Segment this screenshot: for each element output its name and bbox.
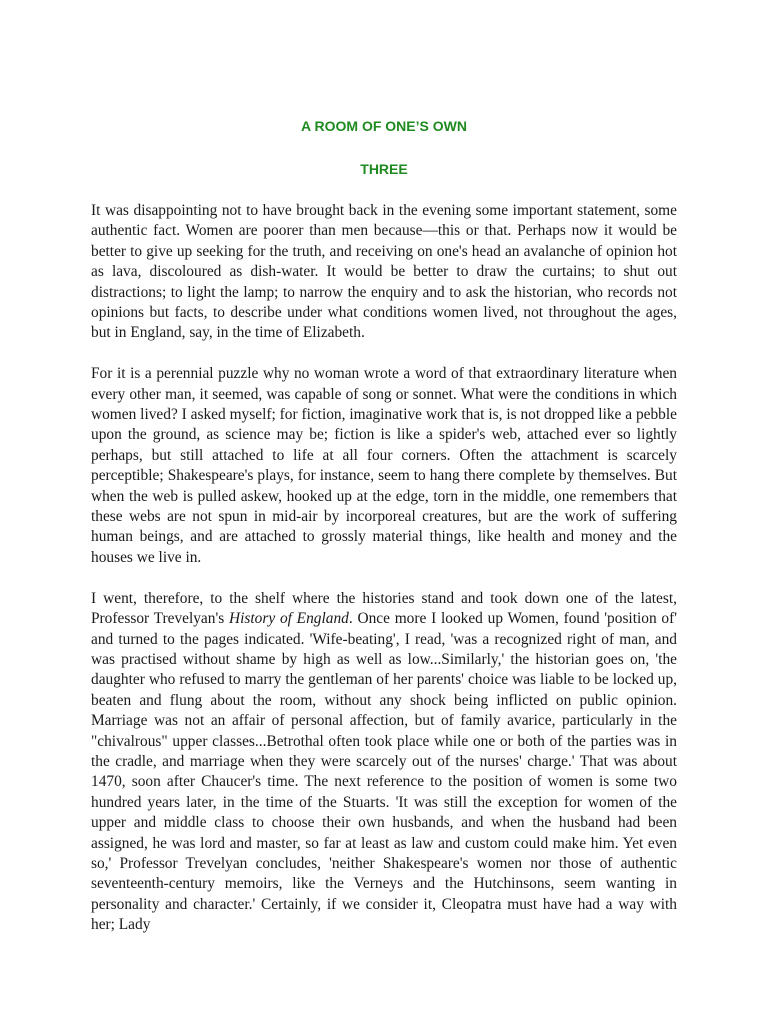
paragraph-2: For it is a perennial puzzle why no woman wrote a word of that extraordinary literature when every other man, it seemed, was capable of song or sonnet. What were the conditions in which women lived? I asked myself; for fiction, imaginative work that is, is not dropped like a pebble upon the ground, as science may be; fiction is like a spider's web, attached ever so lightly perhaps, but still attached to life at all four corners. Often the attachment is scarcely perceptible; Shakespeare's plays, for instance, seem to hang there complete by themselves. But when the web is pulled askew, hooked up at the edge, torn in the middle, one remembers that these webs are not spun in mid-air by incorporeal creatures, but are the work of suffering human beings, and are attached to grossly material things, like health and money and the houses we live in. [91, 365, 677, 566]
paragraph-3-text-start: I went, therefore, to the shelf where the histories stand and took down one of the latest, Professor Trevelyan's [91, 589, 677, 628]
book-title: A ROOM OF ONE’S OWN [301, 118, 467, 134]
body-text [91, 201, 677, 956]
paragraph-3-text-end: . Once more I looked up Women, found 'position of' and turned to the pages indicated. 'Wife-beating', I read, 'was a recognized right of man, and was practised without shame by high as well as low...Similarly,' the historian goes on, 'the daughter who refused to marry the gentleman of her parents' choice was liable to be locked up, beaten and flung about the room, without any shock being inflicted on public opinion. Marriage was not an affair of personal affection, but of family avarice, particularly in the "chivalrous" upper classes...Betrothal often took place while one or both of the parties was in the cradle, and marriage when they were scarcely out of the nurses' charge.' That was about 1470, soon after Chaucer's time. The next reference to the position of women is some two hundred years later, in the time of the Stuarts. 'It was still the exception for women of the upper and middle class to choose their own husbands, and when the husband had been assigned, he was lord and master, so far at least as law and custom could make him. Yet even so,' Professor Trevelyan concludes, 'neither Shakespeare's women nor those of authentic seventeenth-century memoirs, like the Verneys and the Hutchinsons, seem wanting in personality and character.' Certainly, if we consider it, Cleopatra must have had a way with her; Lady [91, 610, 678, 934]
paragraph-3 [91, 589, 677, 936]
book-reference-italic: History of England [229, 610, 349, 628]
paragraph-1: It was disappointing not to have brought back in the evening some important statement, some authentic fact. Women are poorer than men because—this or that. Perhaps now it would be better to give up seeking for the truth, and receiving on one's head an avalanche of opinion hot as lava, discoloured as dish-water. It would be better to draw the curtains; to shut out distractions; to light the lamp; to narrow the enquiry and to ask the historian, who records not opinions but facts, to describe under what conditions women lived, not throughout the ages, but in England, say, in the time of Elizabeth. [91, 202, 677, 342]
chapter-heading: THREE [360, 161, 408, 177]
